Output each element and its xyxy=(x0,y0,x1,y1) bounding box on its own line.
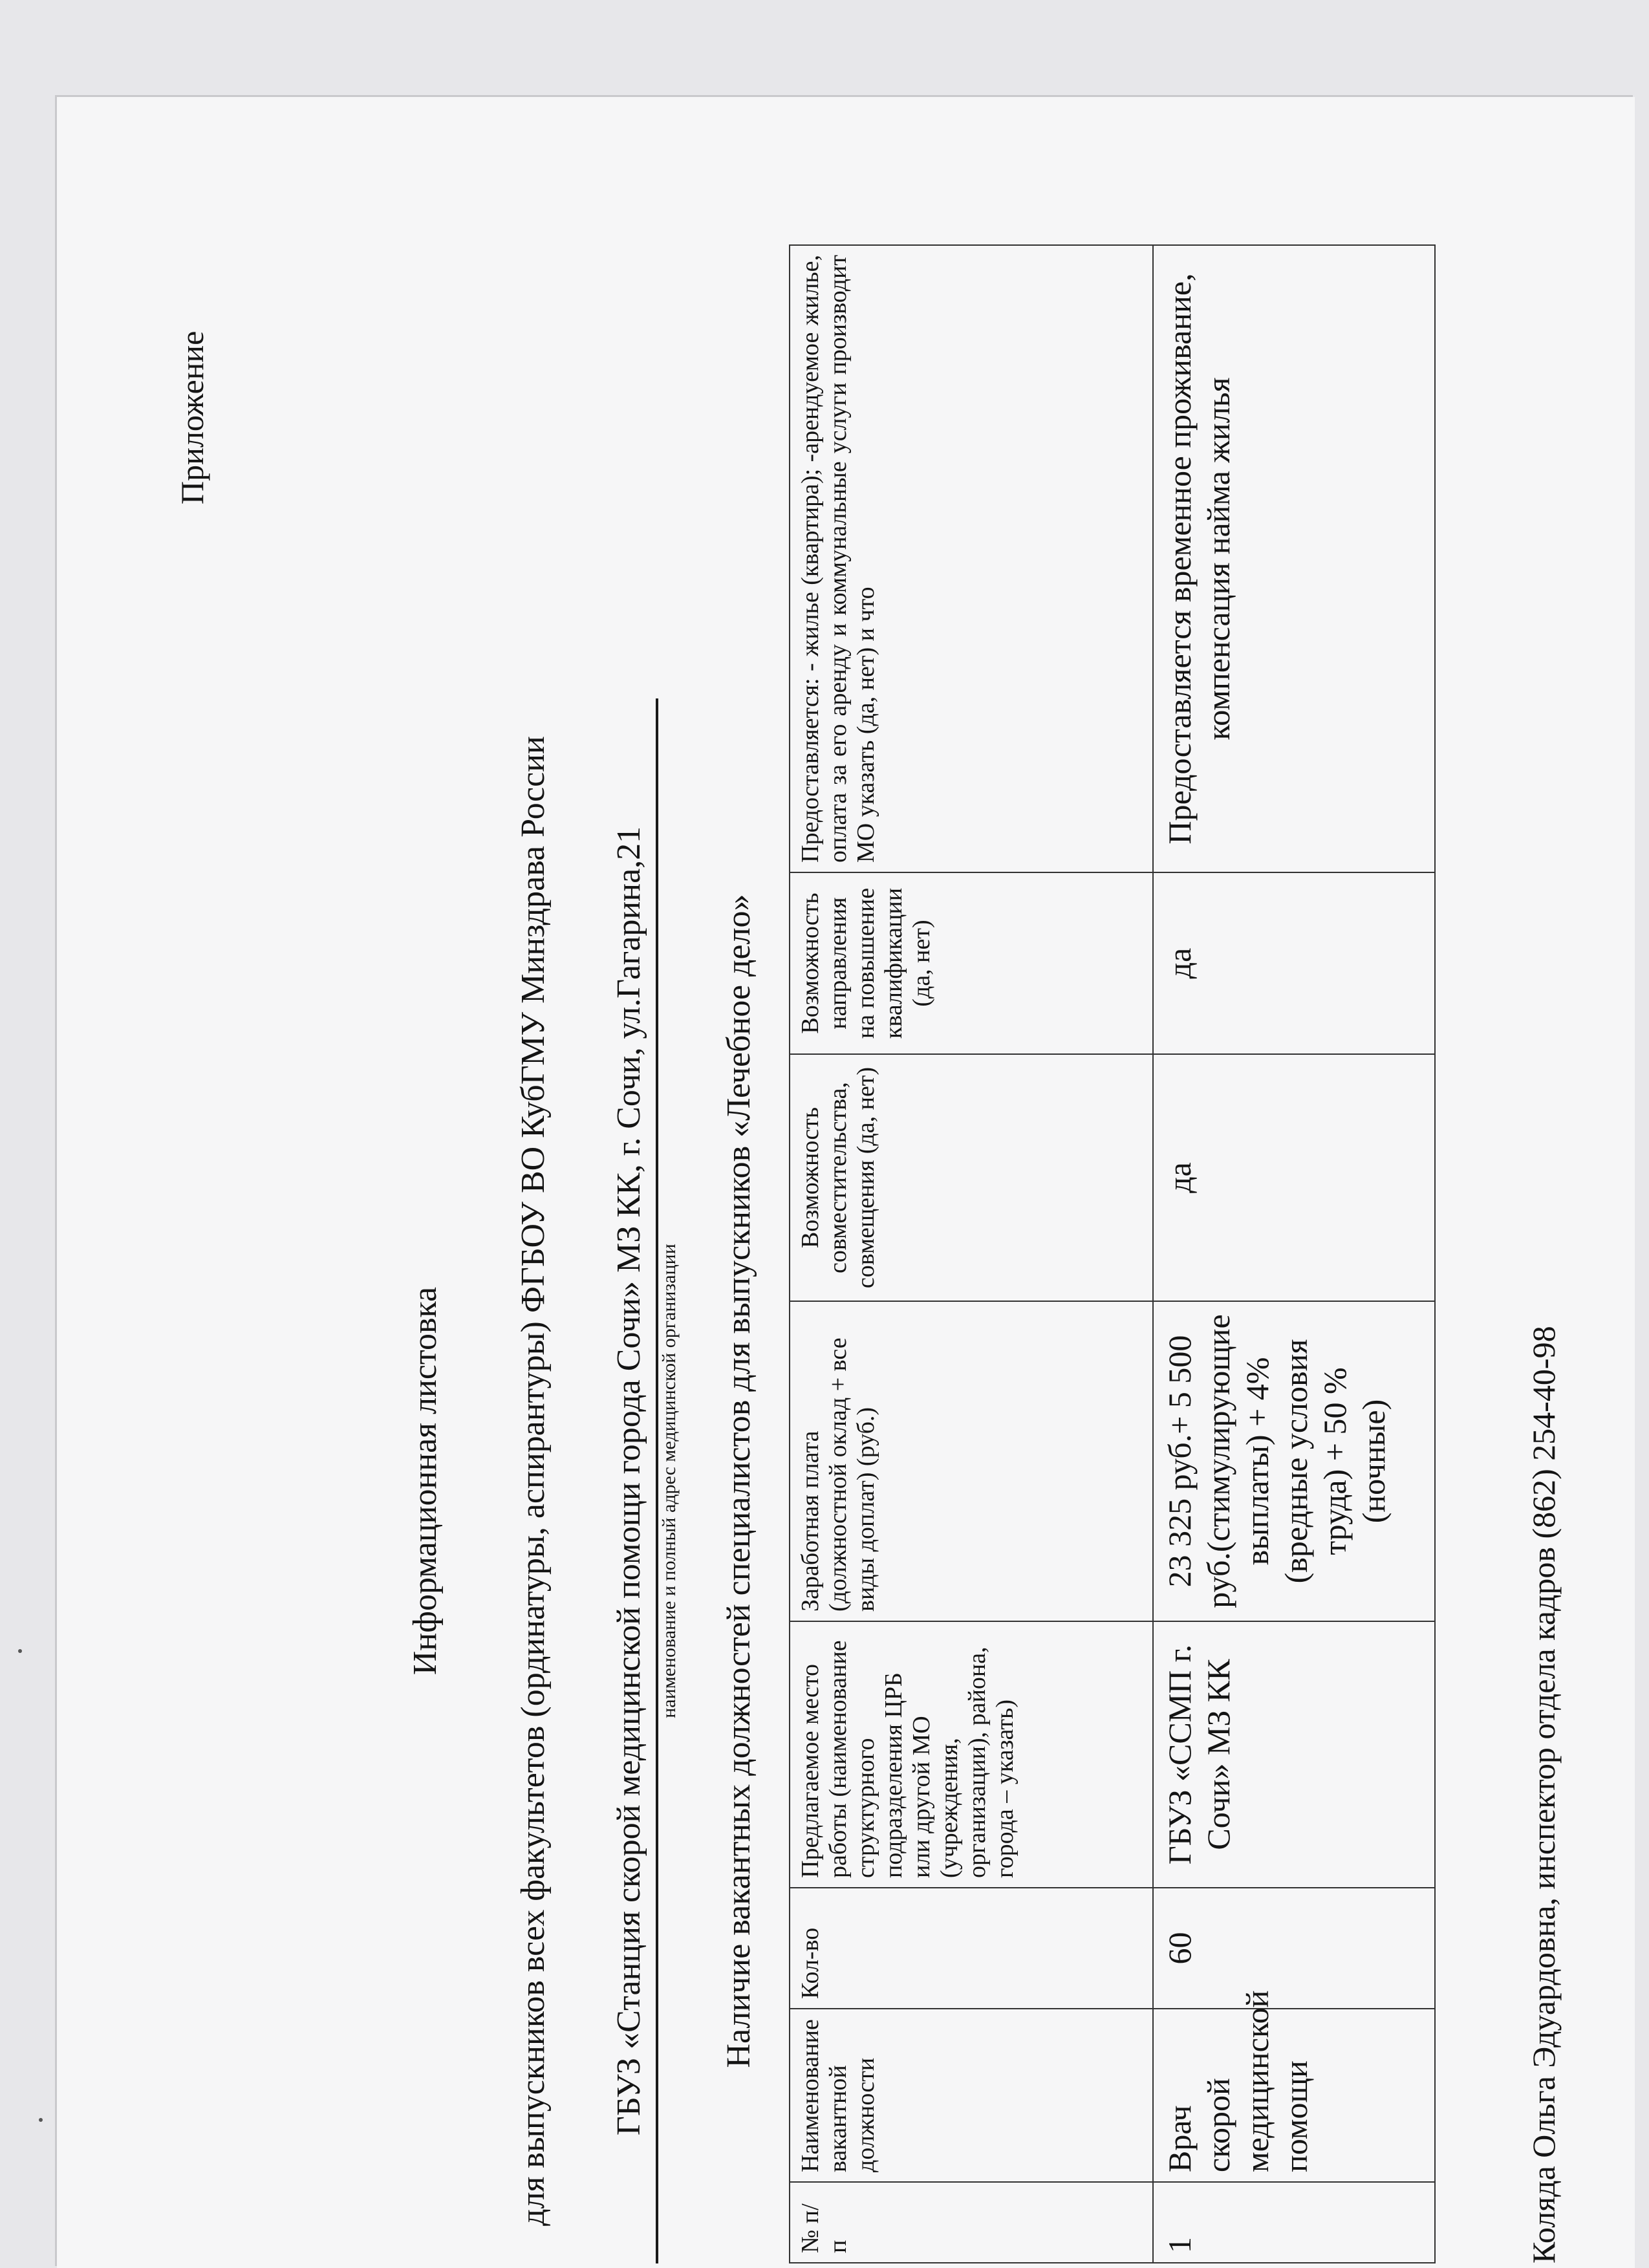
vacancies-table xyxy=(789,244,1436,2263)
cell-salary: 23 325 руб.+ 5 500 руб.(стимулирующие выплаты) + 4% (вредные условия труда) + 50 % (ночные) xyxy=(1153,1301,1435,1621)
organization-line: ГБУЗ «Станция скорой медицинской помощи города Сочи» МЗ КК, г. Сочи, ул.Гагарина,21 xyxy=(610,826,647,2136)
table-header-row xyxy=(790,245,1153,2263)
header-training: Возможность направления на повышение квалификации (да, нет) xyxy=(790,872,1153,1054)
scan-speck xyxy=(39,2118,43,2122)
rotated-document xyxy=(97,103,1630,2263)
organization-caption: наименование и полный адрес медицинской организации xyxy=(658,1244,680,1718)
header-position: Наименование вакантной должности xyxy=(790,2009,1153,2182)
cell-part-time: да xyxy=(1153,1054,1435,1301)
table-row xyxy=(1153,245,1435,2263)
cell-housing: Предоставляется временное проживание, компенсация найма жилья xyxy=(1153,245,1435,872)
audience-line: для выпускников всех факультетов (ординатуры, аспирантуры) ФГБОУ ВО КубГМУ Минздрава России xyxy=(515,736,552,2226)
contact-line: Коляда Ольга Эдуардовна, инспектор отдела кадров (862) 254-40-98 xyxy=(1525,1326,1562,2263)
header-num: № п/п xyxy=(790,2182,1153,2263)
scan-speck xyxy=(18,1649,22,1653)
document-title: Информационная листовка xyxy=(407,1286,444,1676)
cell-position: Врач скорой медицинской помощи xyxy=(1153,2009,1435,2182)
header-housing: Предоставляется: - жилье (квартира); -арендуемое жилье, оплата за его аренду и коммунальные услуги производит МО указать (да, нет) и что xyxy=(790,245,1153,872)
header-workplace: Предлагаемое место работы (наименование структурного подразделения ЦРБ или другой МО (учреждения, организации), района, города – указать) xyxy=(790,1621,1153,1888)
cell-num: 1 xyxy=(1153,2182,1435,2263)
header-part-time: Возможность совместительства, совмещения (да, нет) xyxy=(790,1054,1153,1301)
header-salary: Заработная плата (должностной оклад + все виды доплат) (руб.) xyxy=(790,1301,1153,1621)
cell-count: 60 xyxy=(1153,1888,1435,2009)
table-title: Наличие вакантных должностей специалистов для выпускников «Лечебное дело» xyxy=(720,894,757,2068)
cell-training: да xyxy=(1153,872,1435,1054)
appendix-label: Приложение xyxy=(174,330,210,504)
header-count: Кол-во xyxy=(790,1888,1153,2009)
cell-workplace: ГБУЗ «ССМП г. Сочи» МЗ КК xyxy=(1153,1621,1435,1888)
